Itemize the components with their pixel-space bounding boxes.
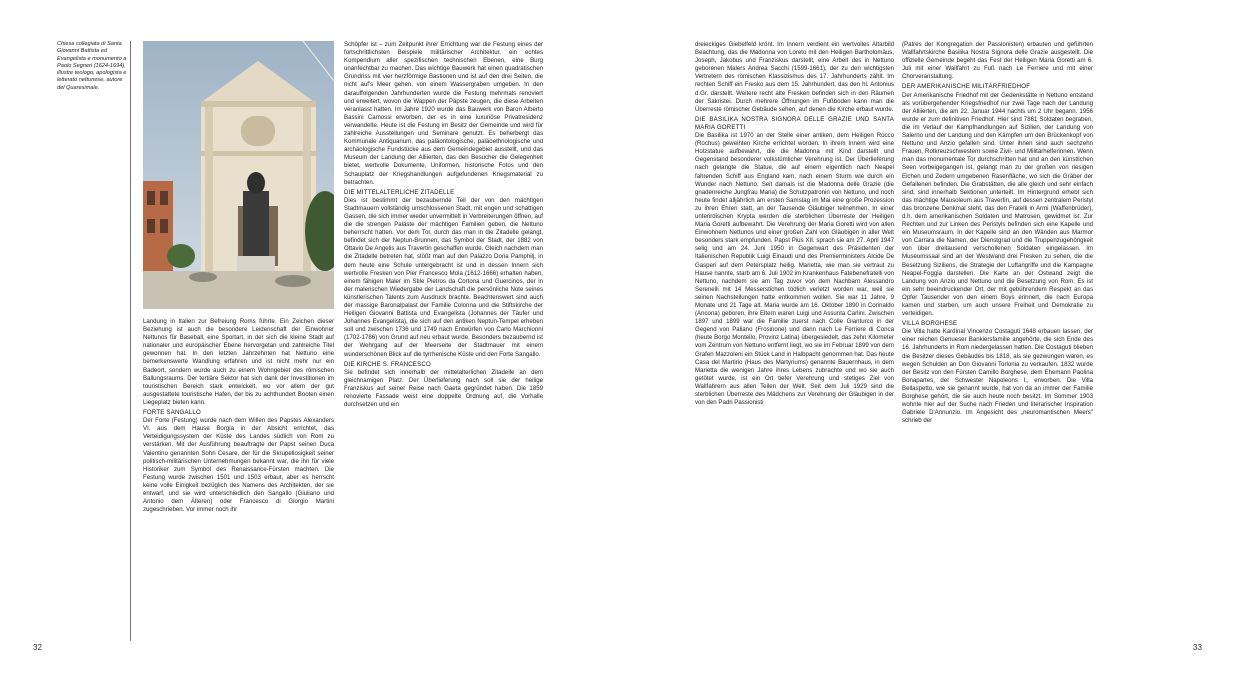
page-number-left: 32 xyxy=(33,643,42,652)
paragraph: dreieckiges Giebelfeld krönt. Im Innern verdient ein wertvolles Altarbild Beachtung, das die Madonna von Loreto mit den Heiligen Bartholomäus, Joseph, Jakobus und Franziskus darstellt, eine Arbeit des in Nettuno geborenen Malers Andrea Sacchi (1599-1661), der zu den wichtigsten Vertretern des römischen Klassizismus des 17. Jahrhunderts zählt. Im rechten Schiff ein Fresko aus dem 15. Jahrhundert, das den hl. Antonius d.Gr. darstellt. Weitere recht alte Fresken befinden sich in den Räumen der Sakristei. Durch mehrere Öffnungen im Fußboden kann man die Überreste römischer Gebäude sehen, auf denen die Kirche erbaut wurde. xyxy=(695,41,894,113)
paragraph: Landung in Italien zur Befreiung Roms führte. Ein Zeichen dieser Beziehung ist auch die besondere Leidenschaft der Einwohner Nettunos für Baseball, eine Sportart, in der sich die kleine Stadt auf nationaler und europäischer Ebene hervorgetan und zahlreiche Titel gewonnen hat. In den letzten Jahrzehnten hat Nettuno eine bemerkenswerte Wandlung erfahren und ist nicht mehr nur ein Badeort, sondern wurde auch zu einem Wohngebiet des römischen Ballungsraums. Der tertiäre Sektor hat sich dank der Investitionen im touristischen Bereich stark entwickelt, wo vor allem der gut ausgestattete touristische Hafen, der bis zu achthundert Booten einen Liegeplatz bieten kann. xyxy=(143,318,334,406)
section-heading: DER AMERIKANISCHE MILITÄRFRIEDHOF xyxy=(902,83,1031,91)
paragraph: Die Basilika ist 1970 an der Stelle einer antiken, dem Heiligen Rocco (Rochus) geweihten Kirche errichtet worden. In ihrem Innern wird eine Holzstatue aufbewahrt, die die Madonna mit Kind darstellt und Gegenstand besonderer volkstümlicher Verehrung ist. Der Überlieferung nach gelangte die Statue, die auf einem eigentlich nach Neapel fahrenden Schiff aus England kam, nach einem Sturm wie durch ein Wunder nach Nettuno. Seit damals ist die Madonna delle Grazie (die gnadenreiche Jungfrau Maria) die Schutzpatronin von Nettuno, und noch heute findet alljährlich am ersten Samstag im Mai eine große Prozession zu ihren Ehren statt, an der Tausende Gläubiger teilnehmen. In einer unterirdischen Krypta werden die sterblichen Überreste der Heiligen Maria Goretti aufbewahrt. Die Verehrung der Maria Goretti wird von allen Einwohnern Nettunos und einer großen Zahl von Gläubigen in aller Welt besonders stark empfunden. Papst Pius XII. sprach sie am 27. April 1947 selig und am 24. Juni 1950 in Gegenwart des Präsidenten der Italienischen Republik Luigi Einaudi und des Premierministers Alcide De Gasperi auf dem Petersplatz heilig. Marietta, wie man sie vertraut zu Hause nannte, starb am 6. Juli 1902 im Krankenhaus Fatebenefratelli von Nettuno, nachdem sie am Tag zuvor von dem Nachbarn Alessandro Serenelli mit 14 Messerstichen tödlich verletzt worden war, weil sie seinen Nachstellungen hatte entkommen wollen. Sie war 11 Jahre, 9 Monate und 21 Tage alt. Maria wurde am 16. Oktober 1890 in Corinaldo (Ancona) geboren, ihre Eltern waren Luigi und Assunta Carlini. Zwischen 1897 und 1899 war die Familie zuerst nach Colle Gianturco in der Gegend von Paliano (Frosinone) und dann nach Le Ferriere di Conca (heute Borgo Montello, Provinz Latina) übergesiedelt, das zehn Kilometer vom Zentrum von Nettuno entfernt liegt, wo sie im Februar 1899 von dem Grafen Mazzoleni ein Stück Land in Halbpacht genommen hat. Das heute Casa del Martirio (Haus des Martyriums) genannte Bauernhaus, in dem Marietta die wenigen Jahre ihres Lebens zubrachte und wo sie auch getötet wurde, ist ein Ort tiefer Verehrung und stetiges Ziel von Wallfahrern aus allen Teilen der Welt. Seit dem Juli 1929 sind die sterblichen Überreste des Mädchens zur Verehrung der Gläubigen in der von den Padri Passionisti xyxy=(695,132,894,407)
text-column-4 xyxy=(902,41,1093,636)
text-column-1 xyxy=(143,318,334,648)
section-heading: FORTE SANGALLO xyxy=(143,409,201,417)
paragraph: Dies ist bestimmt der bezaubernde Teil der von den mächtigen Stadtmauern vollständig umschlossenen Stadt, mit engen und schattigen Gassen, die sich immer wieder unvermittelt in Verbreiterungen öffnen, auf die die strengen Paläste der mächtigen Familien geben, die Nettuno beherrscht hatten. Vor dem Tor, durch das man in die Zitadelle gelangt, befindet sich der Neptun-Brunnen, das Symbol der Stadt, der 1882 von Ottavio De Angelis aus Travertin geschaffen wurde. Gleich nachdem man die Zitadelle betreten hat, stößt man auf den Palazzo Doria Pamphilj, in dem heute eine Schule untergebracht ist und in dessen Innern sich wertvolle Fresken von Pier Francesco Mola (1612-1666) erhalten haben, einem fähigen Maler im Stile Pietros da Cortona und Guercinos, der in der malerischen Wiedergabe der Landschaft die persönliche Note seines künstlerischen Talents zum Ausdruck brachte. Beachtenswert sind auch der massige Baronalpalast der Familie Colonna und die Stiftskirche der Heiligen Giovanni Battista und Evangelista (Johannes der Täufer und Johannes Evangelista), die sich auf den antiken Neptun-Tempel erheben soll und zwischen 1736 und 1749 nach Entwürfen von Carlo Marchionni (1702-1786) von Grund auf neu erbaut wurde. Besonders bezaubernd ist der Wehrgang auf der Meerseite der Stadtmauer mit einem wunderschönen Blick auf die tyrrhenische Küste und den Forte Sangallo. xyxy=(344,196,543,358)
text-column-2 xyxy=(344,41,543,648)
section-heading: DIE MITTELALTERLICHE ZITADELLE xyxy=(344,188,455,196)
section-heading: DIE KIRCHE S. FRANCESCO xyxy=(344,360,431,368)
church-photo xyxy=(143,41,334,309)
paragraph: (Patres der Kongregation der Passionisten) erbauten und geführten Wallfahrtskirche Basilika Nostra Signora delle Grazie ausgestellt. Die offizielle Gemeinde begeht das Fest der Heiligen Maria Goretti am 6. Juli mit einer Wallfahrt zu Fuß nach Le Ferriere und mit einer Chorveranstaltung. xyxy=(902,41,1093,81)
church-illustration xyxy=(143,41,334,309)
paragraph: Der Forte (Festung) wurde nach dem Willen des Papstes Alexanders VI. aus dem Hause Borgia in der Absicht errichtet, das Verteidigungssystem der Küste des Landes südlich von Rom zu verstärken. Mit der Ausführung beauftragte der Papst seinen Duca Valentino genannten Sohn Cesare, der für die Skrupellosigkeit seiner politisch-militärischen Unternehmungen bekannt war, die ihn für viele Historiker zum Symbol des Renaissance-Fürsten machten. Die Festung wurde zwischen 1501 und 1503 erbaut, aber es herrscht keine volle Einigkeit bezüglich des Namens des Architekten, der sie entwarf, und sie wird unterschiedlich den Sangallo (Giuliano und Antonio dem Älteren) oder Francesco di Giorgio Martini zugeschrieben. Vor immer noch ihr xyxy=(143,417,334,514)
photo-caption: Chiesa collegiata di Santa Giovanni Battista ed Evangelista e monumento a Paolo Segneri (1624-1694), illustre teologo, apologista e letterato nettunese, autore del Quaresimale. xyxy=(57,41,127,91)
column-divider xyxy=(130,41,131,641)
section-heading: DIE BASILIKA NOSTRA SIGNORA DELLE GRAZIE UND SANTA MARIA GORETTI xyxy=(695,115,894,131)
section-heading: VILLA BORGHESE xyxy=(902,320,958,328)
text-column-3 xyxy=(695,41,894,648)
paragraph: Sie befindet sich innerhalb der mittelalterlichen Zitadelle an dem gleichnamigen Platz. Der Überlieferung nach soll sie der heilige Franziskus auf seiner Reise nach Gaeta gegründet haben. Die 1859 renovierte Fassade weist eine doppelte Ordnung auf, die Vorhalle durchsetzen und ein xyxy=(344,368,543,409)
paragraph: Schöpfer ist – zum Zeitpunkt ihrer Errichtung war die Festung eines der fortschrittlichsten Beispiele militärischer Architektur, ein echtes Kompendium aller spezifischen technischen Ebenen, eine Burg unanfechtbar zu machen. Das wichtige Bauwerk hat einen quadratischen Grundriss mit vier herzförmige Bastionen und ist auf den drei Seiten, die nicht auf's Meer gehen, von einem Wassergraben umgeben. In den darauffolgenden Jahrhunderten wurde die Festung mehrmals renoviert und erweitert, wovon die Wappen der Päpste zeugen, die diese Arbeiten veranlasst hatten. Im Jahre 1920 wurde das Bauwerk von Baron Alberto Bassini Camossi erworben, der es in eine luxuriöse Privatresidenz verwandelte. Heute ist die Festung im Besitz der Gemeinde und wird für zahlreiche Ausstellungen und Seminare genutzt. Es beherbergt das Kommunale Antiquarium, das paläontologische, paläoethnologische und archäologische Fundstücke aus dem Gemeindegebiet ausstellt, und das Museum der Landung der Alliierten, das den Besucher die Gelegenheit bietet, wertvolle Dokumente, Uniformen, historische Fotos und den Schauplatz der Kriegshandlungen aufgefundenen Kriegsmaterial zu betrachten. xyxy=(344,41,543,186)
paragraph: Die Villa hatte Kardinal Vincenzo Costaguti 1648 erbauen lassen, der einer reichen Genueser Bankiersfamilie angehörte, die sich Ende des 16. Jahrhunderts in Rom niedergelassen hatten. Die Costaguti blieben die Besitzer dieses Gebäudes bis 1818, als sie gezwungen waren, es wegen Schulden an Don Giovanni Torlonia zu verkaufen. 1832 wurde der Besitz von den Fürsten Camillo Borghese, dem Ehemann Paolina Bonapartes, der Schwester Napoleons I., erworben. Die Villa Bellaspetto, wie sie genannt wurde, hat von da an immer der Familie Borghese gehört, die sie auch heute noch besitzt. Im Sommer 1903 wohnte hier auf der Suche nach Frieden und literarischer Inspiration Gabriele D'Annunzio. Im Angesicht des „neuromantischen Meers" schrieb der xyxy=(902,328,1093,425)
page-number-right: 33 xyxy=(1193,643,1202,652)
paragraph: Der Amerikanische Friedhof mit der Gedenkstätte in Nettuno entstand als vorübergehender Kriegsfriedhof nur zwei Tage nach der Landung der Alliierten, die am 22. Januar 1944 nachts um 2 Uhr begann. 1956 wurde er zum definitiven Friedhof. Hier sind 7861 Soldaten begraben, die im Verlauf der Kampfhandlungen auf Sizilien, der Landung von Salerno und der Landung und den Kämpfen um den Brückenkopf von Nettuno und Anzio gefallen sind. Unter ihnen sind auch sechzehn Frauen, Rotkreuzschwestern sowie Zivil- und Militärhelferinnen. Wenn man das monumentale Tor durchschritten hat und an den künstlichen Seen vorbeigegangen ist, gelangt man zu der großen von riesigen Eichen und Zedern umgebenen Rasenfläche, wo sich die Gräber der Gefallenen befinden. Die Grabstätten, die alle gleich und sehr einfach sind, sind innerhalb Sektionen unterteilt. Im Hintergrund erhebt sich das mächtige Mausoleum aus Travertin, auf dessen zentralem Peristyl das bronzene Denkmal steht, das den Fratelli in Armi (Waffenbrüder), d.h. dem amerikanischen Soldaten und Matrosen, gewidmet ist. Zur Rechten und zur Linken des Peristyls befinden sich eine Kapelle und ein Museumsraum. In der Kapelle sind an den Wänden aus Marmor von Carrara die Namen, der Dienstgrad und die Truppenzugehörigkeit von über dreitausend verschollenen Soldaten eingelassen. Im Museumssaal sind an der Westwand drei Fresken zu sehen, die die Besetzung Siziliens, die Strategie der Luftangriffe und die Kampagne Neapel-Foggia darstellen. Die Karte an der Ostwand zeigt die Landung von Anzio und Nettuno und die Besetzung von Rom. Es ist ein sehr beeindruckender Ort, der mit gebührendem Respekt an das Opfer Tausender von den einem Boys erinnert, die nach Europa kamen und starben, um auch unsere Freiheit und Demokratie zu verteidigen. xyxy=(902,91,1093,318)
